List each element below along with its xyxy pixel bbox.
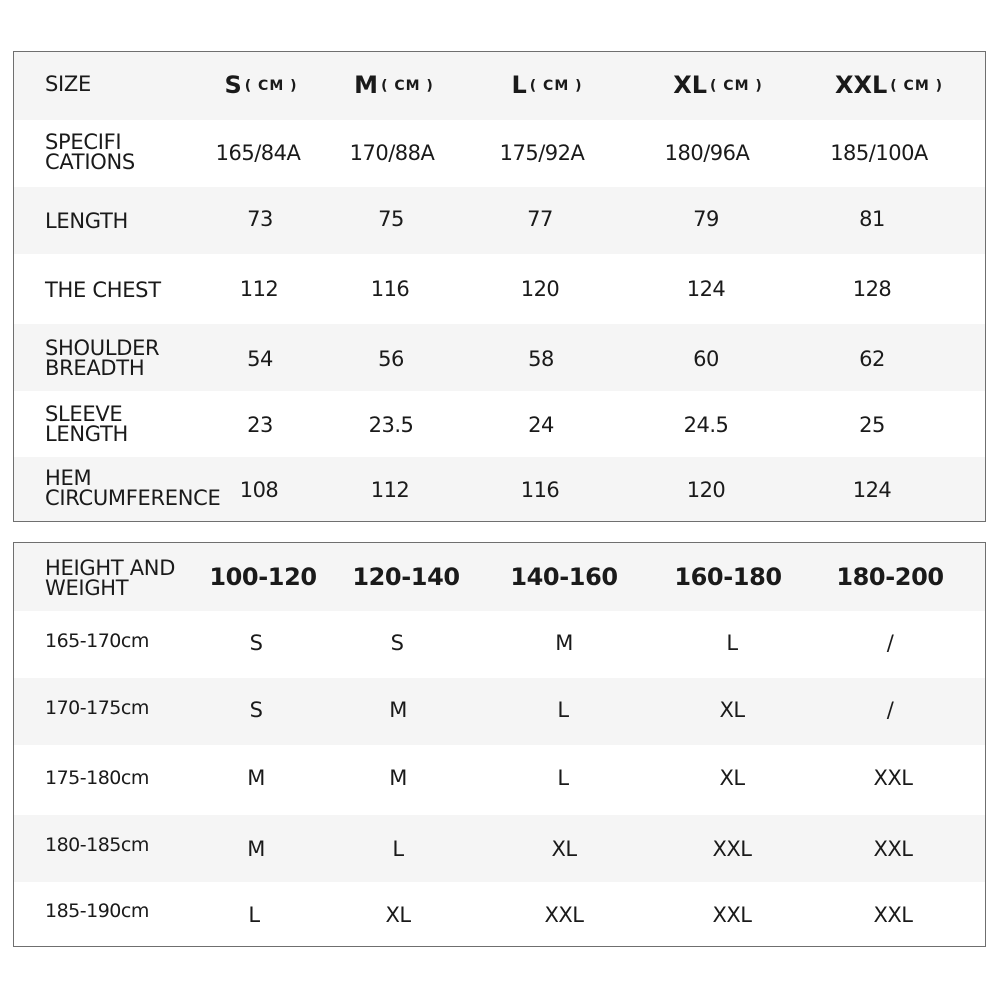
row-label: HEM CIRCUMFERENCE bbox=[45, 466, 221, 510]
size-cell: 124 bbox=[686, 277, 726, 301]
fit-cell: S bbox=[249, 698, 263, 722]
size-row-length bbox=[14, 187, 985, 254]
size-cell: 77 bbox=[527, 207, 553, 231]
size-cell: 116 bbox=[520, 478, 560, 502]
fit-cell: M bbox=[389, 698, 407, 722]
fit-row bbox=[14, 882, 985, 946]
size-cell: 112 bbox=[239, 277, 279, 301]
weight-range-header: 100-120 bbox=[209, 563, 317, 591]
height-label: 185-190cm bbox=[45, 900, 149, 922]
height-label: 175-180cm bbox=[45, 767, 149, 789]
size-cell: 165/84A bbox=[215, 141, 301, 165]
weight-range-header: 140-160 bbox=[510, 563, 618, 591]
size-cell: 56 bbox=[378, 347, 404, 371]
size-row-sleeve-length bbox=[14, 391, 985, 457]
fit-cell: L bbox=[557, 766, 569, 790]
size-chart-table bbox=[13, 51, 986, 522]
fit-cell: L bbox=[557, 698, 569, 722]
size-cell: 81 bbox=[859, 207, 885, 231]
size-header-label: SIZE bbox=[45, 72, 91, 96]
size-cell: 58 bbox=[528, 347, 554, 371]
size-cell: 175/92A bbox=[499, 141, 585, 165]
fit-row bbox=[14, 745, 985, 815]
size-cell: 128 bbox=[852, 277, 892, 301]
fit-cell: L bbox=[248, 903, 260, 927]
row-label: LENGTH bbox=[45, 209, 129, 233]
weight-range-header: 120-140 bbox=[352, 563, 460, 591]
fit-cell: M bbox=[247, 766, 265, 790]
row-label: SHOULDER BREADTH bbox=[45, 336, 160, 380]
size-cell: 120 bbox=[686, 478, 726, 502]
size-header-m: M ( CM ) bbox=[354, 71, 434, 99]
fit-row bbox=[14, 611, 985, 678]
size-cell: 24.5 bbox=[683, 413, 729, 437]
fit-cell: M bbox=[555, 631, 573, 655]
height-label: 180-185cm bbox=[45, 834, 149, 856]
size-cell: 120 bbox=[520, 277, 560, 301]
row-label: SPECIFI CATIONS bbox=[45, 130, 135, 174]
size-row-shoulder-breadth bbox=[14, 324, 985, 391]
fit-cell: XXL bbox=[873, 837, 913, 861]
size-cell: 75 bbox=[378, 207, 404, 231]
fit-header-row bbox=[14, 543, 985, 611]
size-cell: 124 bbox=[852, 478, 892, 502]
fit-cell: XL bbox=[719, 698, 745, 722]
size-cell: 23 bbox=[247, 413, 273, 437]
size-cell: 108 bbox=[239, 478, 279, 502]
weight-range-header: 180-200 bbox=[836, 563, 944, 591]
size-cell: 25 bbox=[859, 413, 885, 437]
fit-cell: S bbox=[390, 631, 404, 655]
fit-guide-table bbox=[13, 542, 986, 947]
size-header-xl: XL ( CM ) bbox=[673, 71, 763, 99]
height-label: 165-170cm bbox=[45, 630, 149, 652]
fit-cell: XL bbox=[719, 766, 745, 790]
size-cell: 116 bbox=[370, 277, 410, 301]
fit-cell: / bbox=[886, 698, 894, 722]
fit-row bbox=[14, 815, 985, 882]
size-header-l: L ( CM ) bbox=[511, 71, 583, 99]
size-header-s: S ( CM ) bbox=[224, 71, 298, 99]
fit-cell: XXL bbox=[873, 903, 913, 927]
fit-cell: M bbox=[247, 837, 265, 861]
fit-cell: L bbox=[392, 837, 404, 861]
fit-cell: XXL bbox=[712, 837, 752, 861]
size-cell: 185/100A bbox=[830, 141, 928, 165]
size-header-row bbox=[14, 52, 985, 120]
fit-header-label: HEIGHT AND WEIGHT bbox=[45, 556, 176, 600]
fit-cell: XL bbox=[385, 903, 411, 927]
size-cell: 170/88A bbox=[349, 141, 435, 165]
fit-cell: M bbox=[389, 766, 407, 790]
size-row-hem-circumference bbox=[14, 457, 985, 521]
fit-cell: L bbox=[726, 631, 738, 655]
row-label: THE CHEST bbox=[45, 278, 161, 302]
fit-row bbox=[14, 678, 985, 745]
size-row-chest bbox=[14, 254, 985, 324]
size-row-specifications bbox=[14, 120, 985, 187]
size-cell: 54 bbox=[247, 347, 273, 371]
weight-range-header: 160-180 bbox=[674, 563, 782, 591]
fit-cell: XXL bbox=[712, 903, 752, 927]
row-label: SLEEVE LENGTH bbox=[45, 402, 129, 446]
size-cell: 24 bbox=[528, 413, 554, 437]
height-label: 170-175cm bbox=[45, 697, 149, 719]
size-cell: 62 bbox=[859, 347, 885, 371]
fit-cell: / bbox=[886, 631, 894, 655]
size-cell: 112 bbox=[370, 478, 410, 502]
size-header-xxl: XXL ( CM ) bbox=[834, 71, 944, 99]
size-cell: 73 bbox=[247, 207, 273, 231]
size-cell: 23.5 bbox=[368, 413, 414, 437]
fit-cell: XL bbox=[551, 837, 577, 861]
fit-cell: XXL bbox=[873, 766, 913, 790]
fit-cell: S bbox=[249, 631, 263, 655]
size-cell: 79 bbox=[693, 207, 719, 231]
size-cell: 60 bbox=[693, 347, 719, 371]
fit-cell: XXL bbox=[544, 903, 584, 927]
size-cell: 180/96A bbox=[664, 141, 750, 165]
